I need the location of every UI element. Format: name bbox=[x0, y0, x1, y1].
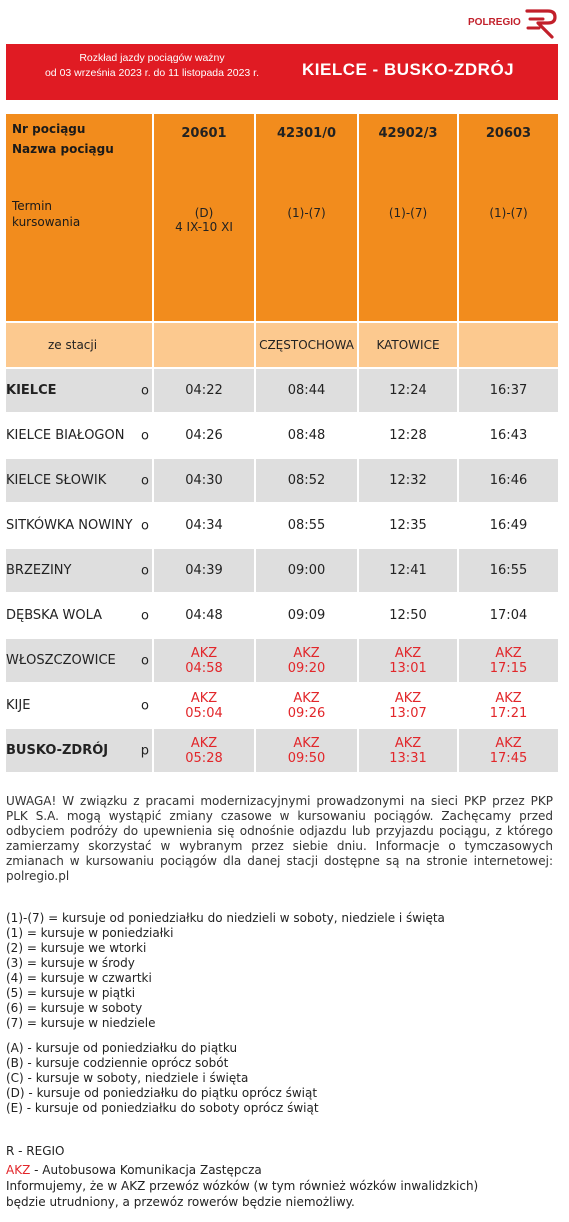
arrival-departure-flag: o bbox=[141, 608, 149, 623]
departure-time: 08:55 bbox=[255, 503, 358, 548]
station-cell bbox=[6, 683, 153, 728]
legend-item: (6) = kursuje w soboty bbox=[6, 1001, 143, 1015]
legend-item: (D) - kursuje od poniedziałku do piątku oprócz świąt bbox=[6, 1086, 318, 1100]
departure-time: 08:48 bbox=[255, 413, 358, 458]
title-banner bbox=[6, 44, 558, 100]
replacement-bus-time bbox=[255, 728, 358, 773]
departure-time: 12:41 bbox=[358, 548, 458, 593]
origin-station: KATOWICE bbox=[358, 322, 458, 368]
station-name: SITKÓWKA NOWINY bbox=[6, 518, 133, 533]
legend-item: (1) = kursuje w poniedziałki bbox=[6, 926, 174, 940]
replacement-bus-time bbox=[153, 683, 255, 728]
departure-time: 12:50 bbox=[358, 593, 458, 638]
from-station-label: ze stacji bbox=[6, 322, 153, 368]
legend-item: (2) = kursuje we wtorki bbox=[6, 941, 147, 955]
validity-period bbox=[12, 51, 292, 81]
legend-item: (7) = kursuje w niedziele bbox=[6, 1016, 156, 1030]
train-header bbox=[458, 114, 558, 322]
legend-item: (C) - kursuje w soboty, niedziele i święta bbox=[6, 1071, 249, 1085]
station-row bbox=[6, 368, 558, 413]
r-regio-note: R - REGIO bbox=[6, 1144, 65, 1158]
station-row bbox=[6, 503, 558, 548]
route-title: KIELCE - BUSKO-ZDRÓJ bbox=[302, 60, 515, 79]
legend-item: (5) = kursuje w piątki bbox=[6, 986, 136, 1000]
departure-time: 16:43 bbox=[458, 413, 558, 458]
legend-letters bbox=[6, 1041, 319, 1116]
departure-time: 09:20 bbox=[287, 660, 326, 676]
station-cell bbox=[6, 413, 153, 458]
train-days: (1)-(7) bbox=[489, 206, 528, 220]
replacement-bus-time bbox=[458, 683, 558, 728]
departure-time: 04:58 bbox=[185, 660, 223, 676]
train-number-label: Nr pociągu bbox=[12, 122, 86, 136]
origin-station-row bbox=[6, 322, 558, 368]
departure-time: 08:44 bbox=[255, 368, 358, 413]
footer-notes bbox=[6, 1143, 478, 1210]
departure-time: 04:34 bbox=[153, 503, 255, 548]
train-header bbox=[358, 114, 458, 322]
logo-text: POLREGIO bbox=[468, 17, 521, 28]
legend-item: (A) - kursuje od poniedziałku do piątku bbox=[6, 1041, 238, 1055]
akz-label: AKZ bbox=[293, 690, 320, 706]
akz-label: AKZ bbox=[190, 690, 218, 706]
train-number: 20601 bbox=[181, 126, 227, 141]
station-name: DĘBSKA WOLA bbox=[6, 608, 103, 623]
station-cell bbox=[6, 728, 153, 773]
train-days: (1)-(7) bbox=[388, 206, 428, 220]
departure-time: 13:01 bbox=[389, 660, 427, 676]
service-days-label: Termin kursowania bbox=[12, 199, 81, 229]
legend-item: (4) = kursuje w czwartki bbox=[6, 971, 152, 985]
legend-item: (B) - kursuje codziennie oprócz sobót bbox=[6, 1056, 229, 1070]
akz-label: AKZ bbox=[394, 690, 422, 706]
departure-time: 17:15 bbox=[489, 660, 528, 676]
akz-label: AKZ bbox=[394, 645, 422, 661]
departure-time: 13:31 bbox=[389, 750, 427, 766]
header-row bbox=[6, 114, 558, 322]
akz-label: AKZ bbox=[495, 645, 522, 661]
notice-text: UWAGA! W związku z pracami modernizacyjnymi prowadzonymi na sieci PKP przez PKP PLK S.A. mogą wystąpić zmiany czasowe w kursowaniu pociągów. Zachęcamy przed odbyciem podróży do upewnienia się odnośnie odjazdu lub przyjazdu pociągu, z którego zamierzamy skorzystać w wybranym przez siebie dniu. Informacje o tymczasowych zmianach w kursowaniu pociągów dla danej stacji dostępne są na stronie internetowej: polregio.pl bbox=[6, 794, 553, 883]
replacement-bus-time bbox=[153, 728, 255, 773]
departure-time: 16:46 bbox=[458, 458, 558, 503]
departure-time: 16:49 bbox=[458, 503, 558, 548]
station-name: BUSKO-ZDRÓJ bbox=[6, 743, 109, 758]
validity-line-1: Rozkład jazdy pociągów ważny bbox=[79, 52, 225, 64]
arrival-departure-flag: o bbox=[141, 563, 149, 578]
station-row bbox=[6, 638, 558, 683]
departure-time: 09:09 bbox=[255, 593, 358, 638]
station-cell bbox=[6, 368, 153, 413]
replacement-bus-time bbox=[255, 638, 358, 683]
replacement-bus-time bbox=[358, 638, 458, 683]
accessibility-note-2: będzie utrudniony, a przewóz rowerów będzie niemożliwy. bbox=[6, 1195, 355, 1209]
akz-abbr: AKZ bbox=[6, 1163, 31, 1177]
akz-label: AKZ bbox=[190, 735, 218, 751]
train-header bbox=[255, 114, 358, 322]
legend-item: (1)-(7) = kursuje od poniedziałku do niedzieli w soboty, niedziele i święta bbox=[6, 911, 445, 925]
station-name: KIELCE SŁOWIK bbox=[6, 473, 107, 488]
polregio-logo bbox=[468, 8, 558, 40]
station-cell bbox=[6, 548, 153, 593]
replacement-bus-time bbox=[153, 638, 255, 683]
station-cell bbox=[6, 503, 153, 548]
departure-time: 13:07 bbox=[389, 705, 427, 721]
train-number: 42902/3 bbox=[378, 126, 438, 141]
validity-line-2: od 03 września 2023 r. do 11 listopada 2023 r. bbox=[44, 67, 260, 79]
origin-station bbox=[458, 322, 558, 368]
akz-note bbox=[6, 1162, 478, 1178]
departure-time: 16:55 bbox=[458, 548, 558, 593]
origin-station bbox=[153, 322, 255, 368]
departure-time: 12:32 bbox=[358, 458, 458, 503]
train-days: (1)-(7) bbox=[287, 206, 326, 220]
akz-label: AKZ bbox=[394, 735, 422, 751]
replacement-bus-time bbox=[255, 683, 358, 728]
train-name-label: Nazwa pociągu bbox=[12, 142, 114, 156]
departure-time: 04:39 bbox=[153, 548, 255, 593]
replacement-bus-time bbox=[458, 638, 558, 683]
station-name: BRZEZINY bbox=[6, 563, 72, 578]
akz-desc: - Autobusowa Komunikacja Zastępcza bbox=[30, 1163, 262, 1177]
arrival-departure-flag: o bbox=[141, 698, 149, 713]
arrival-departure-flag: o bbox=[141, 383, 149, 398]
legend-item: (3) = kursuje w środy bbox=[6, 956, 135, 970]
station-cell bbox=[6, 458, 153, 503]
replacement-bus-time bbox=[458, 728, 558, 773]
train-number: 20603 bbox=[485, 126, 532, 141]
departure-time: 17:04 bbox=[458, 593, 558, 638]
akz-label: AKZ bbox=[293, 735, 320, 751]
departure-time: 08:52 bbox=[255, 458, 358, 503]
departure-time: 04:22 bbox=[153, 368, 255, 413]
akz-label: AKZ bbox=[495, 690, 522, 706]
header-labels bbox=[6, 114, 153, 322]
departure-time: 09:50 bbox=[287, 750, 326, 766]
station-name: KIELCE BIAŁOGON bbox=[6, 428, 125, 443]
departure-time: 04:30 bbox=[153, 458, 255, 503]
departure-time: 16:37 bbox=[458, 368, 558, 413]
akz-label: AKZ bbox=[495, 735, 522, 751]
departure-time: 05:28 bbox=[185, 750, 223, 766]
station-name: WŁOSZCZOWICE bbox=[6, 653, 116, 668]
arrival-departure-flag: o bbox=[141, 653, 149, 668]
arrival-departure-flag: o bbox=[141, 473, 149, 488]
replacement-bus-time bbox=[358, 683, 458, 728]
station-cell bbox=[6, 593, 153, 638]
train-days: (D) 4 IX-10 XI bbox=[175, 206, 233, 234]
legend-item: (E) - kursuje od poniedziałku do soboty oprócz świąt bbox=[6, 1101, 319, 1115]
departure-time: 17:45 bbox=[489, 750, 528, 766]
departure-time: 05:04 bbox=[185, 705, 223, 721]
arrival-departure-flag: o bbox=[141, 428, 149, 443]
departure-time: 12:35 bbox=[358, 503, 458, 548]
departure-time: 12:24 bbox=[358, 368, 458, 413]
arrival-departure-flag: p bbox=[140, 743, 149, 758]
station-row bbox=[6, 413, 558, 458]
akz-label: AKZ bbox=[190, 645, 218, 661]
train-number: 42301/0 bbox=[276, 126, 337, 141]
timetable bbox=[6, 114, 558, 774]
departure-time: 04:48 bbox=[153, 593, 255, 638]
station-name: KIELCE bbox=[6, 383, 57, 398]
station-rows bbox=[6, 368, 558, 773]
replacement-bus-time bbox=[358, 728, 458, 773]
arrival-departure-flag: o bbox=[141, 518, 149, 533]
akz-label: AKZ bbox=[293, 645, 320, 661]
legend-days bbox=[6, 911, 445, 1031]
accessibility-note-1: Informujemy, że w AKZ przewóz wózków (w tym również wózków inwalidzkich) bbox=[6, 1179, 479, 1193]
departure-time: 12:28 bbox=[358, 413, 458, 458]
train-header bbox=[153, 114, 255, 322]
station-name: KIJE bbox=[6, 698, 31, 713]
station-row bbox=[6, 593, 558, 638]
station-row bbox=[6, 458, 558, 503]
station-row bbox=[6, 683, 558, 728]
origin-station: CZĘSTOCHOWA bbox=[255, 322, 358, 368]
departure-time: 04:26 bbox=[153, 413, 255, 458]
station-row bbox=[6, 548, 558, 593]
departure-time: 09:26 bbox=[287, 705, 326, 721]
departure-time: 17:21 bbox=[489, 705, 528, 721]
station-row bbox=[6, 728, 558, 773]
polregio-mark-icon bbox=[524, 8, 558, 40]
departure-time: 09:00 bbox=[255, 548, 358, 593]
station-cell bbox=[6, 638, 153, 683]
